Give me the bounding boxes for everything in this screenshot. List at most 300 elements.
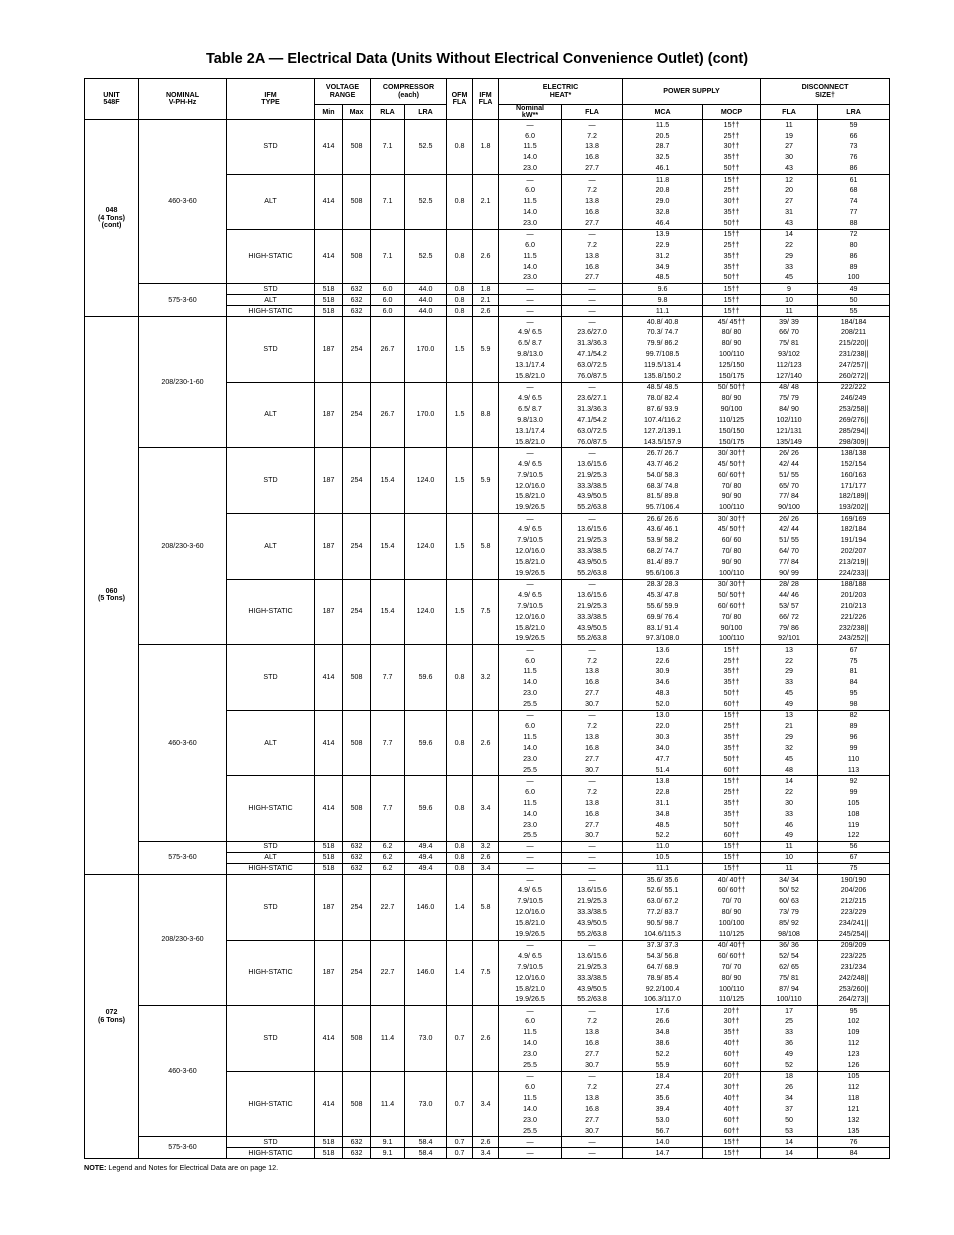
table-row [85, 842, 890, 853]
mocp-cell: 25†† [703, 787, 761, 798]
mca-cell: 45.3/ 47.8 [623, 590, 703, 601]
heat-fla-cell: — [562, 579, 623, 590]
disconnect-fla-cell: 93/102 [761, 349, 818, 360]
heat-nominal-kw-cell: 12.0/16.0 [499, 546, 562, 557]
disconnect-fla-cell: 42/ 44 [761, 524, 818, 535]
heat-fla-cell: — [562, 645, 623, 656]
heat-nominal-kw-cell: 6.5/ 8.7 [499, 338, 562, 349]
heat-fla-cell: 7.2 [562, 240, 623, 251]
heat-fla-cell: 31.3/36.3 [562, 404, 623, 415]
mocp-cell: 25†† [703, 721, 761, 732]
mca-cell: 35.6/ 35.6 [623, 874, 703, 885]
header-lra: LRA [405, 105, 447, 120]
ifm-type-cell: HIGH-STATIC [227, 940, 315, 1006]
compressor-rla-cell: 26.7 [371, 382, 405, 448]
mca-cell: 127.2/139.1 [623, 426, 703, 437]
heat-nominal-kw-cell: 7.9/10.5 [499, 962, 562, 973]
heat-nominal-kw-cell: — [499, 120, 562, 131]
compressor-rla-cell: 7.7 [371, 776, 405, 842]
disconnect-lra-cell: 193/202|| [818, 503, 890, 514]
voltage-min-cell: 518 [315, 863, 343, 874]
mca-cell: 99.7/108.5 [623, 349, 703, 360]
heat-nominal-kw-cell: 12.0/16.0 [499, 973, 562, 984]
voltage-max-cell: 632 [343, 842, 371, 853]
disconnect-fla-cell: 75/ 81 [761, 338, 818, 349]
disconnect-fla-cell: 13 [761, 710, 818, 721]
heat-nominal-kw-cell: 7.9/10.5 [499, 535, 562, 546]
heat-nominal-kw-cell: — [499, 940, 562, 951]
heat-nominal-kw-cell: 15.8/21.0 [499, 371, 562, 382]
heat-nominal-kw-cell: — [499, 776, 562, 787]
ifm-fla-cell: 2.1 [473, 295, 499, 306]
heat-nominal-kw-cell: 11.5 [499, 667, 562, 678]
disconnect-fla-cell: 53/ 57 [761, 601, 818, 612]
mocp-cell: 15†† [703, 306, 761, 317]
disconnect-lra-cell: 95 [818, 1006, 890, 1017]
compressor-lra-cell: 44.0 [405, 295, 447, 306]
header-nominal-kw: Nominal kW** [499, 105, 562, 120]
heat-fla-cell: 27.7 [562, 1115, 623, 1126]
heat-nominal-kw-cell: 12.0/16.0 [499, 907, 562, 918]
mca-cell: 87.6/ 93.9 [623, 404, 703, 415]
mca-cell: 90.5/ 98.7 [623, 918, 703, 929]
ifm-type-cell: HIGH-STATIC [227, 863, 315, 874]
compressor-lra-cell: 49.4 [405, 842, 447, 853]
mocp-cell: 35†† [703, 207, 761, 218]
disconnect-lra-cell: 245/254|| [818, 929, 890, 940]
heat-fla-cell: 13.6/15.6 [562, 524, 623, 535]
mocp-cell: 25†† [703, 131, 761, 142]
heat-nominal-kw-cell: 15.8/21.0 [499, 437, 562, 448]
heat-nominal-kw-cell: 19.9/26.5 [499, 568, 562, 579]
disconnect-lra-cell: 222/222 [818, 382, 890, 393]
voltage-max-cell: 254 [343, 940, 371, 1006]
mocp-cell: 70/ 80 [703, 546, 761, 557]
mca-cell: 56.7 [623, 1126, 703, 1137]
heat-fla-cell: 16.8 [562, 809, 623, 820]
mocp-cell: 110/125 [703, 415, 761, 426]
compressor-rla-cell: 6.2 [371, 842, 405, 853]
unit-label-line: (5 Tons) [97, 594, 126, 603]
heat-fla-cell: — [562, 120, 623, 131]
mocp-cell: 35†† [703, 743, 761, 754]
mocp-cell: 70/ 80 [703, 481, 761, 492]
voltage-min-cell: 518 [315, 295, 343, 306]
mocp-cell: 15†† [703, 842, 761, 853]
mocp-cell: 30/ 30†† [703, 448, 761, 459]
mca-cell: 52.0 [623, 699, 703, 710]
disconnect-fla-cell: 34 [761, 1093, 818, 1104]
disconnect-fla-cell: 73/ 79 [761, 907, 818, 918]
disconnect-lra-cell: 88 [818, 218, 890, 229]
disconnect-lra-cell: 92 [818, 776, 890, 787]
disconnect-fla-cell: 49 [761, 831, 818, 842]
mca-cell: 13.0 [623, 710, 703, 721]
ifm-fla-cell: 2.1 [473, 174, 499, 229]
mocp-cell: 100/110 [703, 984, 761, 995]
disconnect-fla-cell: 50/ 52 [761, 885, 818, 896]
ifm-type-cell: ALT [227, 382, 315, 448]
ifm-type-cell: HIGH-STATIC [227, 229, 315, 284]
mca-cell: 37.3/ 37.3 [623, 940, 703, 951]
heat-nominal-kw-cell: 25.5 [499, 831, 562, 842]
ifm-type-cell: ALT [227, 513, 315, 579]
mocp-cell: 15†† [703, 1137, 761, 1148]
voltage-min-cell: 518 [315, 306, 343, 317]
mca-cell: 40.8/ 40.8 [623, 317, 703, 328]
unit-label-line: 048 [105, 206, 118, 215]
disconnect-fla-cell: 28/ 28 [761, 579, 818, 590]
mca-cell: 22.6 [623, 656, 703, 667]
heat-nominal-kw-cell: 25.5 [499, 699, 562, 710]
disconnect-lra-cell: 102 [818, 1017, 890, 1028]
unit-cell [85, 120, 139, 317]
mca-cell: 31.1 [623, 798, 703, 809]
mca-cell: 9.6 [623, 284, 703, 295]
mca-cell: 11.0 [623, 842, 703, 853]
mocp-cell: 25†† [703, 656, 761, 667]
mca-cell: 38.6 [623, 1038, 703, 1049]
mocp-cell: 50†† [703, 688, 761, 699]
compressor-lra-cell: 146.0 [405, 874, 447, 940]
mca-cell: 68.3/ 74.8 [623, 481, 703, 492]
disconnect-lra-cell: 182/184 [818, 524, 890, 535]
header-nominal: NOMINAL V-PH-Hz [139, 79, 227, 120]
heat-fla-cell: 16.8 [562, 743, 623, 754]
disconnect-fla-cell: 11 [761, 842, 818, 853]
ofm-fla-cell: 0.8 [447, 853, 473, 864]
unit-label-line: (6 Tons) [97, 1015, 126, 1024]
mca-cell: 53.0 [623, 1115, 703, 1126]
voltage-max-cell: 632 [343, 295, 371, 306]
heat-nominal-kw-cell: 6.5/ 8.7 [499, 404, 562, 415]
heat-fla-cell: 21.9/25.3 [562, 535, 623, 546]
header-disconnect-fla: FLA [761, 105, 818, 120]
mocp-cell: 40/ 40†† [703, 940, 761, 951]
heat-fla-cell: 27.7 [562, 1049, 623, 1060]
mocp-cell: 30†† [703, 196, 761, 207]
heat-nominal-kw-cell: 6.0 [499, 1017, 562, 1028]
disconnect-fla-cell: 43 [761, 218, 818, 229]
disconnect-lra-cell: 123 [818, 1049, 890, 1060]
disconnect-fla-cell: 87/ 94 [761, 984, 818, 995]
mca-cell: 95.6/106.3 [623, 568, 703, 579]
mocp-cell: 35†† [703, 1028, 761, 1039]
heat-fla-cell: — [562, 776, 623, 787]
disconnect-fla-cell: 9 [761, 284, 818, 295]
disconnect-fla-cell: 42/ 44 [761, 459, 818, 470]
disconnect-fla-cell: 33 [761, 262, 818, 273]
header-ifm-type: IFM TYPE [227, 79, 315, 120]
heat-nominal-kw-cell: — [499, 317, 562, 328]
voltage-min-cell: 518 [315, 853, 343, 864]
mca-cell: 48.5 [623, 273, 703, 284]
mocp-cell: 50/ 50†† [703, 382, 761, 393]
mocp-cell: 150/175 [703, 437, 761, 448]
mocp-cell: 60/ 60†† [703, 470, 761, 481]
mca-cell: 14.7 [623, 1148, 703, 1159]
heat-fla-cell: — [562, 306, 623, 317]
disconnect-fla-cell: 100/110 [761, 995, 818, 1006]
mocp-cell: 15†† [703, 295, 761, 306]
heat-nominal-kw-cell: 9.8/13.0 [499, 415, 562, 426]
disconnect-lra-cell: 96 [818, 732, 890, 743]
ifm-fla-cell: 3.4 [473, 863, 499, 874]
mocp-cell: 60/ 60†† [703, 885, 761, 896]
voltage-min-cell: 187 [315, 382, 343, 448]
heat-fla-cell: 16.8 [562, 1038, 623, 1049]
header-ifm-fla: IFM FLA [473, 79, 499, 120]
compressor-lra-cell: 146.0 [405, 940, 447, 1006]
unit-label-line: (cont) [101, 220, 122, 229]
compressor-lra-cell: 58.4 [405, 1137, 447, 1148]
heat-fla-cell: 33.3/38.5 [562, 546, 623, 557]
unit-cell [85, 317, 139, 875]
mca-cell: 77.2/ 83.7 [623, 907, 703, 918]
mocp-cell: 45/ 50†† [703, 524, 761, 535]
disconnect-lra-cell: 121 [818, 1104, 890, 1115]
disconnect-fla-cell: 37 [761, 1104, 818, 1115]
heat-nominal-kw-cell: 9.8/13.0 [499, 349, 562, 360]
mca-cell: 97.3/108.0 [623, 634, 703, 645]
ofm-fla-cell: 1.5 [447, 513, 473, 579]
mocp-cell: 40†† [703, 1038, 761, 1049]
compressor-rla-cell: 6.2 [371, 863, 405, 874]
mocp-cell: 60†† [703, 1126, 761, 1137]
disconnect-fla-cell: 85/ 92 [761, 918, 818, 929]
disconnect-lra-cell: 260/272|| [818, 371, 890, 382]
ofm-fla-cell: 0.8 [447, 710, 473, 776]
ifm-fla-cell: 3.4 [473, 1148, 499, 1159]
disconnect-lra-cell: 76 [818, 1137, 890, 1148]
disconnect-lra-cell: 67 [818, 645, 890, 656]
mocp-cell: 30†† [703, 1017, 761, 1028]
heat-fla-cell: — [562, 874, 623, 885]
voltage-min-cell: 187 [315, 874, 343, 940]
mca-cell: 64.7/ 68.9 [623, 962, 703, 973]
disconnect-fla-cell: 13 [761, 645, 818, 656]
voltage-min-cell: 414 [315, 710, 343, 776]
mca-cell: 32.5 [623, 153, 703, 164]
disconnect-fla-cell: 98/108 [761, 929, 818, 940]
heat-fla-cell: 33.3/38.5 [562, 612, 623, 623]
mca-cell: 68.2/ 74.7 [623, 546, 703, 557]
heat-fla-cell: 55.2/63.8 [562, 929, 623, 940]
heat-nominal-kw-cell: 6.0 [499, 721, 562, 732]
disconnect-fla-cell: 27 [761, 196, 818, 207]
heat-fla-cell: 30.7 [562, 1060, 623, 1071]
disconnect-fla-cell: 33 [761, 678, 818, 689]
mocp-cell: 30/ 30†† [703, 513, 761, 524]
heat-fla-cell: 13.6/15.6 [562, 590, 623, 601]
nominal-voltage-cell: 208/230-1-60 [139, 317, 227, 448]
heat-nominal-kw-cell: — [499, 1006, 562, 1017]
header-heat-fla: FLA [562, 105, 623, 120]
ofm-fla-cell: 0.8 [447, 284, 473, 295]
disconnect-lra-cell: 202/207 [818, 546, 890, 557]
disconnect-fla-cell: 77/ 84 [761, 492, 818, 503]
disconnect-fla-cell: 10 [761, 853, 818, 864]
ifm-type-cell: STD [227, 1006, 315, 1072]
compressor-lra-cell: 73.0 [405, 1006, 447, 1072]
disconnect-lra-cell: 119 [818, 820, 890, 831]
nominal-voltage-cell: 460-3-60 [139, 645, 227, 842]
mocp-cell: 40†† [703, 1104, 761, 1115]
mca-cell: 10.5 [623, 853, 703, 864]
heat-nominal-kw-cell: 14.0 [499, 1104, 562, 1115]
mocp-cell: 50/ 50†† [703, 590, 761, 601]
mocp-cell: 15†† [703, 229, 761, 240]
disconnect-lra-cell: 242/248|| [818, 973, 890, 984]
mca-cell: 26.6/ 26.6 [623, 513, 703, 524]
disconnect-lra-cell: 191/194 [818, 535, 890, 546]
disconnect-fla-cell: 33 [761, 1028, 818, 1039]
heat-nominal-kw-cell: — [499, 306, 562, 317]
mca-cell: 13.9 [623, 229, 703, 240]
header-voltage-range: VOLTAGE RANGE [315, 79, 371, 105]
mocp-cell: 60†† [703, 699, 761, 710]
disconnect-fla-cell: 102/110 [761, 415, 818, 426]
mca-cell: 11.1 [623, 863, 703, 874]
disconnect-fla-cell: 66/ 70 [761, 328, 818, 339]
disconnect-lra-cell: 208/211 [818, 328, 890, 339]
disconnect-lra-cell: 224/233|| [818, 568, 890, 579]
voltage-min-cell: 414 [315, 120, 343, 175]
voltage-min-cell: 414 [315, 645, 343, 711]
voltage-max-cell: 508 [343, 1006, 371, 1072]
ofm-fla-cell: 0.7 [447, 1071, 473, 1137]
heat-fla-cell: 43.9/50.5 [562, 918, 623, 929]
disconnect-lra-cell: 95 [818, 688, 890, 699]
heat-fla-cell: 27.7 [562, 163, 623, 174]
ofm-fla-cell: 0.8 [447, 776, 473, 842]
disconnect-fla-cell: 22 [761, 787, 818, 798]
disconnect-lra-cell: 298/309|| [818, 437, 890, 448]
mca-cell: 119.5/131.4 [623, 360, 703, 371]
heat-nominal-kw-cell: 11.5 [499, 142, 562, 153]
heat-nominal-kw-cell: 11.5 [499, 251, 562, 262]
heat-nominal-kw-cell: 4.9/ 6.5 [499, 951, 562, 962]
mca-cell: 52.6/ 55.1 [623, 885, 703, 896]
heat-nominal-kw-cell: 23.0 [499, 218, 562, 229]
heat-nominal-kw-cell: 14.0 [499, 153, 562, 164]
mocp-cell: 80/ 90 [703, 907, 761, 918]
disconnect-lra-cell: 73 [818, 142, 890, 153]
header-max: Max [343, 105, 371, 120]
mca-cell: 52.2 [623, 831, 703, 842]
nominal-voltage-cell: 460-3-60 [139, 120, 227, 284]
disconnect-lra-cell: 138/138 [818, 448, 890, 459]
voltage-max-cell: 254 [343, 317, 371, 383]
table-row [85, 1137, 890, 1148]
disconnect-lra-cell: 122 [818, 831, 890, 842]
disconnect-lra-cell: 247/257|| [818, 360, 890, 371]
voltage-min-cell: 187 [315, 940, 343, 1006]
heat-fla-cell: — [562, 513, 623, 524]
header-disconnect-size: DISCONNECT SIZE† [761, 79, 890, 105]
compressor-lra-cell: 73.0 [405, 1071, 447, 1137]
ofm-fla-cell: 1.4 [447, 940, 473, 1006]
table-row [85, 874, 890, 885]
mca-cell: 47.7 [623, 754, 703, 765]
mocp-cell: 35†† [703, 667, 761, 678]
mca-cell: 11.5 [623, 120, 703, 131]
heat-fla-cell: 27.7 [562, 273, 623, 284]
heat-nominal-kw-cell: — [499, 710, 562, 721]
heat-nominal-kw-cell: 11.5 [499, 732, 562, 743]
disconnect-fla-cell: 84/ 90 [761, 404, 818, 415]
heat-fla-cell: 13.8 [562, 798, 623, 809]
mca-cell: 63.0/ 67.2 [623, 896, 703, 907]
mca-cell: 34.8 [623, 1028, 703, 1039]
mca-cell: 13.6 [623, 645, 703, 656]
heat-nominal-kw-cell: — [499, 1071, 562, 1082]
heat-nominal-kw-cell: 14.0 [499, 262, 562, 273]
mocp-cell: 70/ 70 [703, 896, 761, 907]
mca-cell: 35.6 [623, 1093, 703, 1104]
disconnect-fla-cell: 45 [761, 754, 818, 765]
disconnect-lra-cell: 152/154 [818, 459, 890, 470]
table-row [85, 120, 890, 131]
mca-cell: 30.9 [623, 667, 703, 678]
mocp-cell: 50†† [703, 754, 761, 765]
header-electric-heat: ELECTRIC HEAT* [499, 79, 623, 105]
compressor-lra-cell: 124.0 [405, 448, 447, 514]
heat-fla-cell: 13.8 [562, 251, 623, 262]
heat-nominal-kw-cell: 13.1/17.4 [499, 360, 562, 371]
disconnect-fla-cell: 90/ 99 [761, 568, 818, 579]
ifm-fla-cell: 5.8 [473, 513, 499, 579]
heat-nominal-kw-cell: 11.5 [499, 196, 562, 207]
mocp-cell: 50†† [703, 273, 761, 284]
disconnect-fla-cell: 11 [761, 306, 818, 317]
ofm-fla-cell: 0.7 [447, 1137, 473, 1148]
compressor-rla-cell: 22.7 [371, 940, 405, 1006]
compressor-lra-cell: 49.4 [405, 863, 447, 874]
voltage-min-cell: 518 [315, 1148, 343, 1159]
mocp-cell: 100/110 [703, 634, 761, 645]
voltage-max-cell: 254 [343, 382, 371, 448]
disconnect-lra-cell: 49 [818, 284, 890, 295]
ofm-fla-cell: 0.7 [447, 1006, 473, 1072]
unit-label-line: (4 Tons) [97, 213, 126, 222]
disconnect-lra-cell: 132 [818, 1115, 890, 1126]
heat-fla-cell: 16.8 [562, 207, 623, 218]
disconnect-fla-cell: 27 [761, 142, 818, 153]
ifm-fla-cell: 2.6 [473, 229, 499, 284]
disconnect-lra-cell: 264/273|| [818, 995, 890, 1006]
mocp-cell: 50†† [703, 163, 761, 174]
ifm-type-cell: STD [227, 842, 315, 853]
heat-fla-cell: — [562, 382, 623, 393]
mocp-cell: 50†† [703, 820, 761, 831]
disconnect-lra-cell: 67 [818, 853, 890, 864]
voltage-min-cell: 414 [315, 229, 343, 284]
mca-cell: 22.8 [623, 787, 703, 798]
nominal-voltage-cell: 575-3-60 [139, 284, 227, 317]
compressor-rla-cell: 26.7 [371, 317, 405, 383]
heat-fla-cell: 63.0/72.5 [562, 426, 623, 437]
heat-nominal-kw-cell: 14.0 [499, 809, 562, 820]
header-min: Min [315, 105, 343, 120]
heat-nominal-kw-cell: 6.0 [499, 656, 562, 667]
compressor-rla-cell: 11.4 [371, 1071, 405, 1137]
mocp-cell: 110/125 [703, 995, 761, 1006]
heat-fla-cell: 30.7 [562, 831, 623, 842]
disconnect-lra-cell: 135 [818, 1126, 890, 1137]
disconnect-lra-cell: 190/190 [818, 874, 890, 885]
mocp-cell: 60/ 60 [703, 535, 761, 546]
